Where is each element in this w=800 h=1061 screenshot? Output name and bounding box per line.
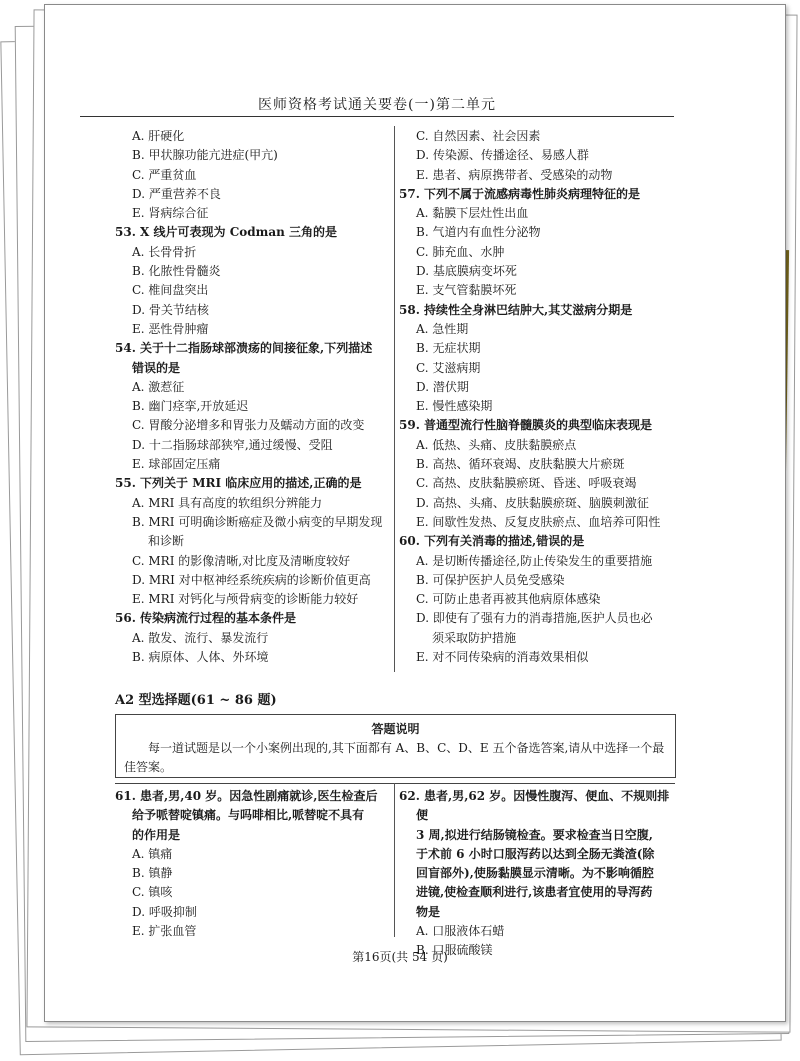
answer-option: A. MRI 具有高度的软组织分辨能力 [132, 495, 323, 510]
instructions-box [115, 714, 676, 778]
answer-option: B. 可保护医护人员免受感染 [416, 572, 565, 587]
answer-option: B. 高热、循环衰竭、皮肤黏膜大片瘀斑 [416, 457, 625, 472]
question-stem: 60. 下列有关消毒的描述,错误的是 [399, 534, 585, 549]
header-title: 医师资格考试通关要卷(一)第二单元 [258, 97, 496, 113]
answer-option: A. 肝硬化 [132, 129, 185, 143]
answer-option: E. 间歇性发热、反复皮肤瘀点、血培养可阳性 [416, 514, 661, 529]
instructions-title: 答题说明 [371, 722, 420, 736]
question-stem-cont: 错误的是 [132, 360, 181, 375]
answer-option: D. 骨关节结核 [132, 302, 209, 317]
answer-option: D. 即使有了强有力的消毒措施,医护人员也必 [416, 611, 653, 626]
answer-option: B. 幽门痉挛,开放延迟 [132, 399, 249, 414]
answer-option: E. 扩张血管 [132, 924, 197, 939]
question-stem-cont: 回盲部外),使肠黏膜显示清晰。为不影响循腔 [416, 866, 654, 881]
answer-option: B. 镇静 [132, 866, 173, 881]
answer-option: B. MRI 可明确诊断癌症及微小病变的早期发现 [132, 514, 383, 529]
answer-option: C. 椎间盘突出 [132, 283, 209, 298]
page-footer: 第16页(共 54 页) [352, 950, 448, 964]
question-stem-cont: 3 周,拟进行结肠镜检查。要求检查当日空腹, [416, 827, 653, 842]
question-stem-cont: 于术前 6 小时口服泻药以达到全肠无粪渣(除 [416, 846, 655, 861]
answer-option: D. MRI 对中枢神经系统疾病的诊断价值更高 [132, 572, 371, 587]
answer-option: A. 口服液体石蜡 [416, 924, 505, 939]
question-stem-cont: 给予哌替啶镇痛。与吗啡相比,哌替啶不具有 [132, 808, 365, 823]
answer-option: E. 患者、病原携带者、受感染的动物 [416, 167, 613, 182]
answer-option: E. 球部固定压痛 [132, 457, 221, 472]
answer-option: C. 高热、皮肤黏膜瘀斑、昏迷、呼吸衰竭 [416, 476, 637, 491]
answer-option: E. 慢性感染期 [416, 399, 493, 414]
case-left-column [115, 787, 391, 941]
answer-option: A. 低热、头痛、皮肤黏膜瘀点 [416, 437, 577, 452]
question-stem: 56. 传染病流行过程的基本条件是 [115, 611, 297, 626]
answer-option: C. 艾滋病期 [416, 360, 481, 375]
question-stem: 54. 关于十二指肠球部溃疡的间接征象,下列描述 [115, 341, 373, 356]
answer-option: B. 口服硫酸镁 [416, 943, 493, 958]
answer-option: D. 传染源、传播途径、易感人群 [416, 148, 589, 163]
answer-option: C. MRI 的影像清晰,对比度及清晰度较好 [132, 553, 351, 568]
answer-option: D. 潜伏期 [416, 379, 469, 394]
question-stem-cont: 进镜,使检查顺利进行,该患者宜使用的导泻药 [416, 885, 653, 900]
question-stem: 55. 下列关于 MRI 临床应用的描述,正确的是 [115, 476, 362, 491]
question-stem-cont: 物是 [416, 904, 441, 919]
answer-option: D. 呼吸抑制 [132, 904, 197, 919]
answer-option: A. 镇痛 [132, 846, 173, 861]
answer-option: C. 镇咳 [132, 885, 173, 900]
answer-option: B. 病原体、人体、外环境 [132, 650, 269, 665]
answer-option: E. 恶性骨肿瘤 [132, 321, 209, 336]
question-stem: 53. X 线片可表现为 Codman 三角的是 [115, 225, 338, 240]
answer-option: A. 长骨骨折 [132, 244, 197, 259]
case-column-divider [394, 783, 395, 937]
right-column [399, 127, 674, 667]
question-stem: 58. 持续性全身淋巴结肿大,其艾滋病分期是 [399, 302, 633, 317]
section-title: A2 型选择题(61 ~ 86 题) [115, 693, 277, 708]
answer-option: D. 严重营养不良 [132, 186, 221, 201]
case-top-rule [115, 783, 675, 784]
answer-option: B. 无症状期 [416, 341, 481, 356]
answer-option: A. 散发、流行、暴发流行 [132, 630, 269, 645]
question-stem: 62. 患者,男,62 岁。因慢性腹泻、便血、不规则排便 [399, 789, 670, 823]
answer-option-cont: 和诊断 [148, 534, 185, 549]
answer-option: E. MRI 对钙化与颅骨病变的诊断能力较好 [132, 592, 359, 607]
left-column [115, 127, 391, 667]
instructions-text: 每一道试题是以一个小案例出现的,其下面都有 A、B、C、D、E 五个备选答案,请从中选择一个最佳答案。 [124, 741, 665, 774]
answer-option: D. 十二指肠球部狭窄,通过缓慢、受阻 [132, 437, 333, 452]
answer-option: B. 化脓性骨髓炎 [132, 264, 221, 279]
answer-option-cont: 须采取防护措施 [432, 630, 517, 645]
answer-option: A. 激惹征 [132, 379, 185, 394]
answer-option: C. 肺充血、水肿 [416, 244, 505, 259]
answer-option: E. 支气管黏膜坏死 [416, 283, 517, 298]
answer-option: D. 高热、头痛、皮肤黏膜瘀斑、脑膜刺激征 [416, 495, 649, 510]
column-divider [394, 126, 395, 672]
answer-option: C. 胃酸分泌增多和胃张力及蠕动方面的改变 [132, 418, 365, 433]
question-stem-cont: 的作用是 [132, 827, 181, 842]
answer-option: A. 是切断传播途径,防止传染发生的重要措施 [416, 553, 653, 568]
answer-option: C. 自然因素、社会因素 [416, 129, 541, 143]
answer-option: C. 严重贫血 [132, 167, 197, 182]
answer-option: B. 甲状腺功能亢进症(甲亢) [132, 148, 278, 163]
question-stem: 57. 下列不属于流感病毒性肺炎病理特征的是 [399, 186, 641, 201]
question-stem: 61. 患者,男,40 岁。因急性剧痛就诊,医生检查后 [115, 789, 378, 803]
case-right-column [399, 787, 675, 961]
answer-option: E. 对不同传染病的消毒效果相似 [416, 650, 589, 665]
answer-option: C. 可防止患者再被其他病原体感染 [416, 592, 601, 607]
answer-option: B. 气道内有血性分泌物 [416, 225, 541, 240]
answer-option: A. 急性期 [416, 321, 469, 336]
question-stem: 59. 普通型流行性脑脊髓膜炎的典型临床表现是 [399, 418, 653, 433]
answer-option: E. 肾病综合征 [132, 206, 209, 221]
answer-option: D. 基底膜病变坏死 [416, 264, 517, 279]
page-header [80, 90, 674, 117]
answer-option: A. 黏膜下层灶性出血 [416, 206, 529, 221]
